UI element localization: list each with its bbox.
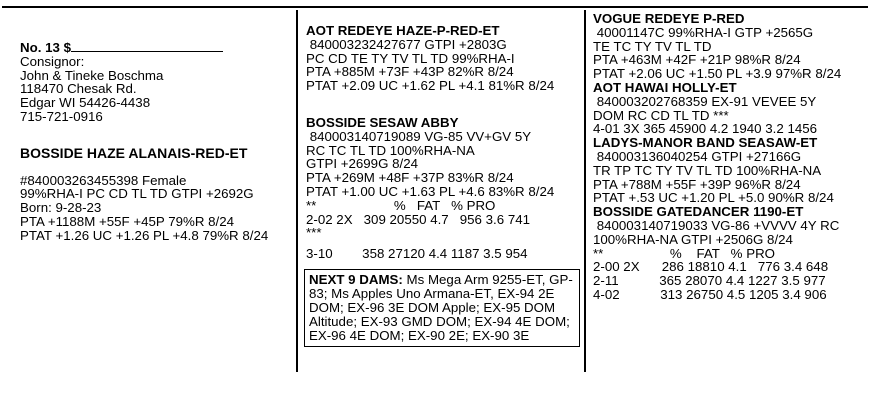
consignor-line: Edgar WI 54426-4438 (20, 95, 151, 111)
dam-record-header: ** % FAT % PRO (306, 197, 496, 213)
pedigree-line: 840003140719033 VG-86 +VVVV 4Y RC (593, 217, 840, 233)
pedigree-line: 100%RHA-NA GTPI +2506G 8/24 (593, 231, 793, 247)
consignor-line: John & Tineke Boschma (20, 67, 164, 83)
sire-line: PC CD TE TY TV TL TD 99%RHA-I (306, 50, 515, 66)
column-divider-right (584, 10, 586, 372)
pedigree-line: 4-01 3X 365 45900 4.2 1940 3.2 1456 (593, 121, 818, 137)
dam-of-sire-name: AOT HAWAI HOLLY-ET (593, 79, 737, 95)
column-divider-left (296, 10, 298, 372)
pedigree-line: PTAT +.53 UC +1.20 PL +5.0 90%R 8/24 (593, 190, 834, 206)
sire-line: PTA +885M +73F +43P 82%R 8/24 (306, 64, 514, 80)
pedigree-line: DOM RC CD TL TD *** (593, 107, 729, 123)
sire-line: 840003232427677 GTPI +2803G (306, 36, 507, 52)
top-rule (2, 6, 868, 8)
next-dams-box (304, 269, 580, 347)
sire-name: AOT REDEYE HAZE-P-RED-ET (306, 23, 500, 38)
record-line: 2-00 2X 286 18810 4.1 776 3.4 648 (593, 259, 829, 275)
pedigree-line: TE TC TY TV TL TD (593, 38, 712, 54)
lot-number (20, 40, 268, 55)
sire-line: PTAT +2.09 UC +1.62 PL +4.1 81%R 8/24 (306, 78, 555, 94)
dam-line: RC TC TL TD 100%RHA-NA (306, 142, 475, 158)
lot-number-label: No. 13 $ (20, 40, 71, 55)
dam-line: 840003140719089 VG-85 VV+GV 5Y (306, 128, 532, 144)
pedigree-line: TR TP TC TY TV TL TD 100%RHA-NA (593, 162, 822, 178)
grandparents-column (593, 12, 841, 302)
dam-record-header: *** (306, 225, 322, 241)
consignor-label: Consignor: (20, 53, 85, 69)
dam-record: 2-02 2X 309 20550 4.7 956 3.6 741 (306, 211, 531, 227)
next-dams-text: Ms Mega Arm 9255-ET, GP-83; Ms Apples Uno Armana-ET, EX-94 2E DOM; EX-96 3E DOM Apple; EX-95 DOM Altitude; EX-93 GMD DOM; EX-94 4E DOM; EX-96 4E DOM; EX-90 2E; EX-90 3E (309, 272, 573, 343)
animal-detail: PTA +1188M +55F +45P 79%R 8/24 (20, 213, 235, 229)
dam-line: GTPI +2699G 8/24 (306, 156, 418, 172)
dam-name: BOSSIDE SESAW ABBY (306, 114, 459, 130)
dam-line: PTA +269M +48F +37P 83%R 8/24 (306, 170, 514, 186)
pedigree-line: PTA +463M +42F +21P 98%R 8/24 (593, 52, 801, 68)
dam-record: 3-10 358 27120 4.4 1187 3.5 954 (306, 246, 528, 262)
pedigree-line: PTAT +2.06 UC +1.50 PL +3.9 97%R 8/24 (593, 66, 842, 82)
pedigree-line: 840003202768359 EX-91 VEVEE 5Y (593, 93, 817, 109)
consignor-line: 715-721-0916 (20, 108, 103, 124)
lot-column (20, 40, 268, 243)
animal-detail: #840003263455398 Female (20, 172, 187, 188)
next-dams-label: NEXT 9 DAMS: (309, 272, 403, 287)
sire-of-dam-name: LADYS-MANOR BAND SEASAW-ET (593, 135, 818, 151)
animal-detail: PTAT +1.26 UC +1.26 PL +4.8 79%R 8/24 (20, 227, 269, 243)
dam-of-dam-name: BOSSIDE GATEDANCER 1190-ET (593, 204, 804, 220)
pedigree-line: 840003136040254 GTPI +27166G (593, 148, 802, 164)
parents-column (306, 24, 554, 261)
sire-of-sire-name: VOGUE REDEYE P-RED (593, 11, 745, 26)
dam-line: PTAT +1.00 UC +1.63 PL +4.6 83%R 8/24 (306, 183, 555, 199)
record-header: ** % FAT % PRO (593, 245, 776, 261)
record-line: 2-11 365 28070 4.4 1227 3.5 977 (593, 273, 826, 289)
animal-detail: Born: 9-28-23 (20, 200, 102, 216)
record-line: 4-02 313 26750 4.5 1205 3.4 906 (593, 286, 827, 302)
price-blank (71, 40, 223, 52)
animal-name: BOSSIDE HAZE ALANAIS-RED-ET (20, 144, 248, 161)
pedigree-line: 40001147C 99%RHA-I GTP +2565G (593, 24, 814, 40)
consignor-line: 118470 Chesak Rd. (20, 81, 137, 97)
animal-detail: 99%RHA-I PC CD TL TD GTPI +2692G (20, 186, 254, 202)
pedigree-line: PTA +788M +55F +39P 96%R 8/24 (593, 176, 801, 192)
